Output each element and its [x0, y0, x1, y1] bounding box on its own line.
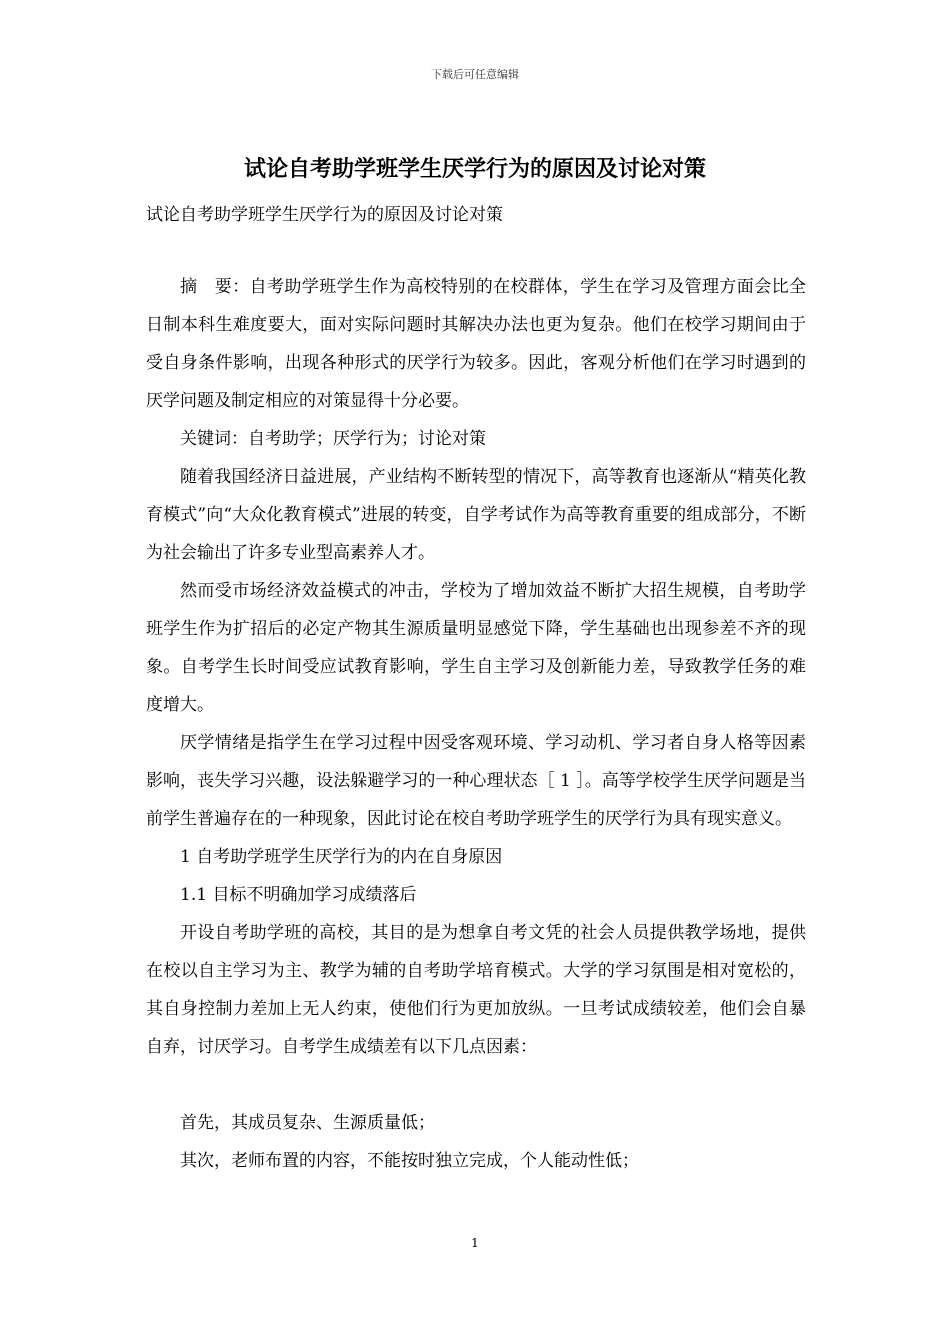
list-item: 首先，其成员复杂、生源质量低； [180, 1113, 435, 1133]
document-title: 试论自考助学班学生厌学行为的原因及讨论对策 [243, 157, 706, 182]
list-item: 其次，老师布置的内容，不能按时独立完成，个人能动性低； [180, 1151, 639, 1171]
page-header-note: 下载后可任意编辑 [431, 68, 519, 81]
body-paragraph: 随着我国经济日益进展，产业结构不断转型的情况下，高等教育也逐渐从“精英化教育模式”向“大众化教育模式”进展的转变，自学考试作为高等教育重要的组成部分，不断为社会输出了许多专业型高素养人才。 [146, 467, 806, 563]
document-body [146, 268, 806, 1180]
section-heading: 1 自考助学班学生厌学行为的内在自身原因 [180, 847, 503, 867]
document-subtitle: 试论自考助学班学生厌学行为的原因及讨论对策 [146, 205, 503, 225]
abstract-paragraph: 摘 要：自考助学班学生作为高校特别的在校群体，学生在学习及管理方面会比全日制本科生难度要大，面对实际问题时其解决办法也更为复杂。他们在校学习期间由于受自身条件影响，出现各种形式的厌学行为较多。因此，客观分析他们在学习时遇到的厌学问题及制定相应的对策显得十分必要。 [146, 277, 806, 411]
body-paragraph: 然而受市场经济效益模式的冲击，学校为了增加效益不断扩大招生规模，自考助学班学生作为扩招后的必定产物其生源质量明显感觉下降，学生基础也出现参差不齐的现象。自考学生长时间受应试教育影响，学生自主学习及创新能力差，导致教学任务的难度增大。 [146, 581, 806, 715]
body-paragraph: 厌学情绪是指学生在学习过程中因受客观环境、学习动机、学习者自身人格等因素影响，丧失学习兴趣，设法躲避学习的一种心理状态［ 1 ］。高等学校学生厌学问题是当前学生普遍存在的一种现象，因此讨论在校自考助学班学生的厌学行为具有现实意义。 [146, 733, 806, 829]
subsection-heading: 1.1 目标不明确加学习成绩落后 [180, 885, 417, 905]
body-paragraph: 开设自考助学班的高校，其目的是为想拿自考文凭的社会人员提供教学场地，提供在校以自主学习为主、教学为辅的自考助学培育模式。大学的学习氛围是相对宽松的，其自身控制力差加上无人约束，使他们行为更加放纵。一旦考试成绩较差，他们会自暴自弃，讨厌学习。自考学生成绩差有以下几点因素： [146, 923, 806, 1057]
page-number: 1 [471, 1236, 479, 1250]
keywords-paragraph: 关键词：自考助学；厌学行为；讨论对策 [180, 429, 486, 449]
